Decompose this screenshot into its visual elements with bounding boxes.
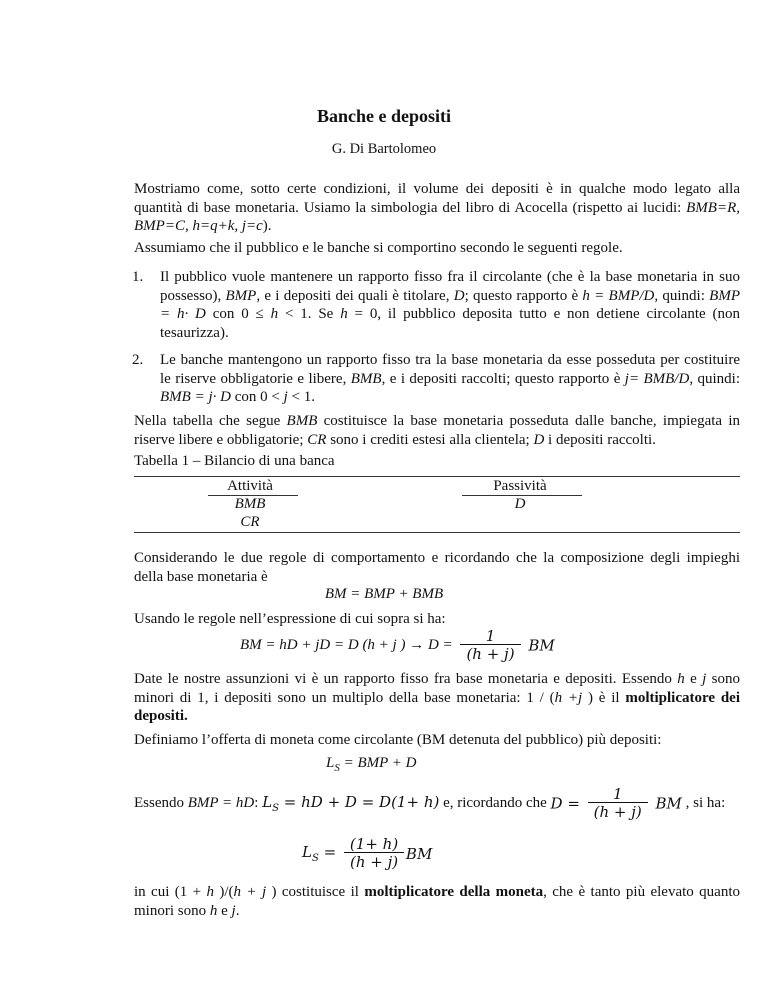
equation-deposits: BM = hD + jD = D (h + j ) → D = $\frac{1}{(h + j)}$ BM <box>240 627 555 663</box>
table-caption: Tabella 1 – Bilancio di una banca <box>134 453 335 469</box>
assets-item: BMB <box>234 496 266 512</box>
money-multiplier-paragraph: in cui (1 + h )/(h + j ) costituisce il moltiplicatore della moneta, che è tanto più elevato quanto minori sono h e j. <box>134 884 740 919</box>
equation-money-multiplier: $L_S$ = $\frac{(1+ h)}{(h + j)}$ BM <box>302 835 433 871</box>
intro-paragraph: Mostriamo come, sotto certe condizioni, il volume dei depositi è in qualche modo legato alla quantità di base monetaria. Usiamo la simbologia del libro di Acocella (rispetto ai lucidi: BMB=R, BMP=C, h=q+k, j=c). <box>134 181 740 234</box>
liabilities-header: Passività <box>493 478 547 494</box>
assets-column <box>200 477 300 531</box>
deposit-multiplier-paragraph: Date le nostre assunzioni vi è un rapporto fisso fra base monetaria e depositi. Essendo h e j sono minori di 1, i depositi sono un multiplo della base monetaria: 1 / (h +j ) è il moltiplicatore dei depositi. <box>134 671 740 724</box>
table-bottom-rule <box>134 532 740 533</box>
assets-item: CR <box>240 514 260 530</box>
rule-1: 1. Il pubblico vuole mantenere un rapporto fisso fra il circolante (che è la base monetaria in suo possesso), BMP, e i depositi dei quali è titolare, D; questo rapporto è h = BMP/D, quindi: BMP = h· D con 0 ≤ h < 1. Se h = 0, il pubblico deposita tutto e non detiene circolante (non tesaurizza). <box>132 269 740 341</box>
table-header-rule <box>462 495 582 496</box>
equation-ls-derivation: Essendo BMP = hD: $L_S$ = hD + D = D(1+ h) e, ricordando che D = $\frac{1}{(h + j)}$ BM , si ha: <box>134 785 726 821</box>
composition-paragraph: Considerando le due regole di comportamento e ricordando che la composizione degli impieghi della base monetaria è <box>134 550 740 585</box>
equation-bm: BM = BMP + BMB <box>324 586 444 602</box>
money-supply-paragraph: Definiamo l’offerta di moneta come circolante (BM detenuta del pubblico) più depositi: <box>134 732 662 748</box>
rule-2: 2. Le banche mantengono un rapporto fisso tra la base monetaria da esse posseduta per costituire le riserve obbligatorie e libere, BMB, e i depositi raccolti; questo rapporto è j= BMB/D, quindi: BMB = j· D con 0 < j < 1. <box>132 352 740 405</box>
document-title: Banche e depositi <box>316 106 451 126</box>
table-intro-paragraph: Nella tabella che segue BMB costituisce la base monetaria posseduta dalle banche, impiegata in riserve libere e obbligatorie; CR sono i crediti estesi alla clientela; D i depositi raccolti. <box>134 413 740 448</box>
equation-ls: $L_S$ = BMP + D <box>326 755 417 774</box>
author-name: G. Di Bartolomeo <box>331 141 437 157</box>
assumption-paragraph: Assumiamo che il pubblico e le banche si comportino secondo le seguenti regole. <box>134 240 623 256</box>
liabilities-item: D <box>514 496 526 512</box>
assets-header: Attività <box>227 478 273 494</box>
rules-applied-paragraph: Usando le regole nell’espressione di cui sopra si ha: <box>134 611 446 627</box>
table-header-rule <box>208 495 298 496</box>
